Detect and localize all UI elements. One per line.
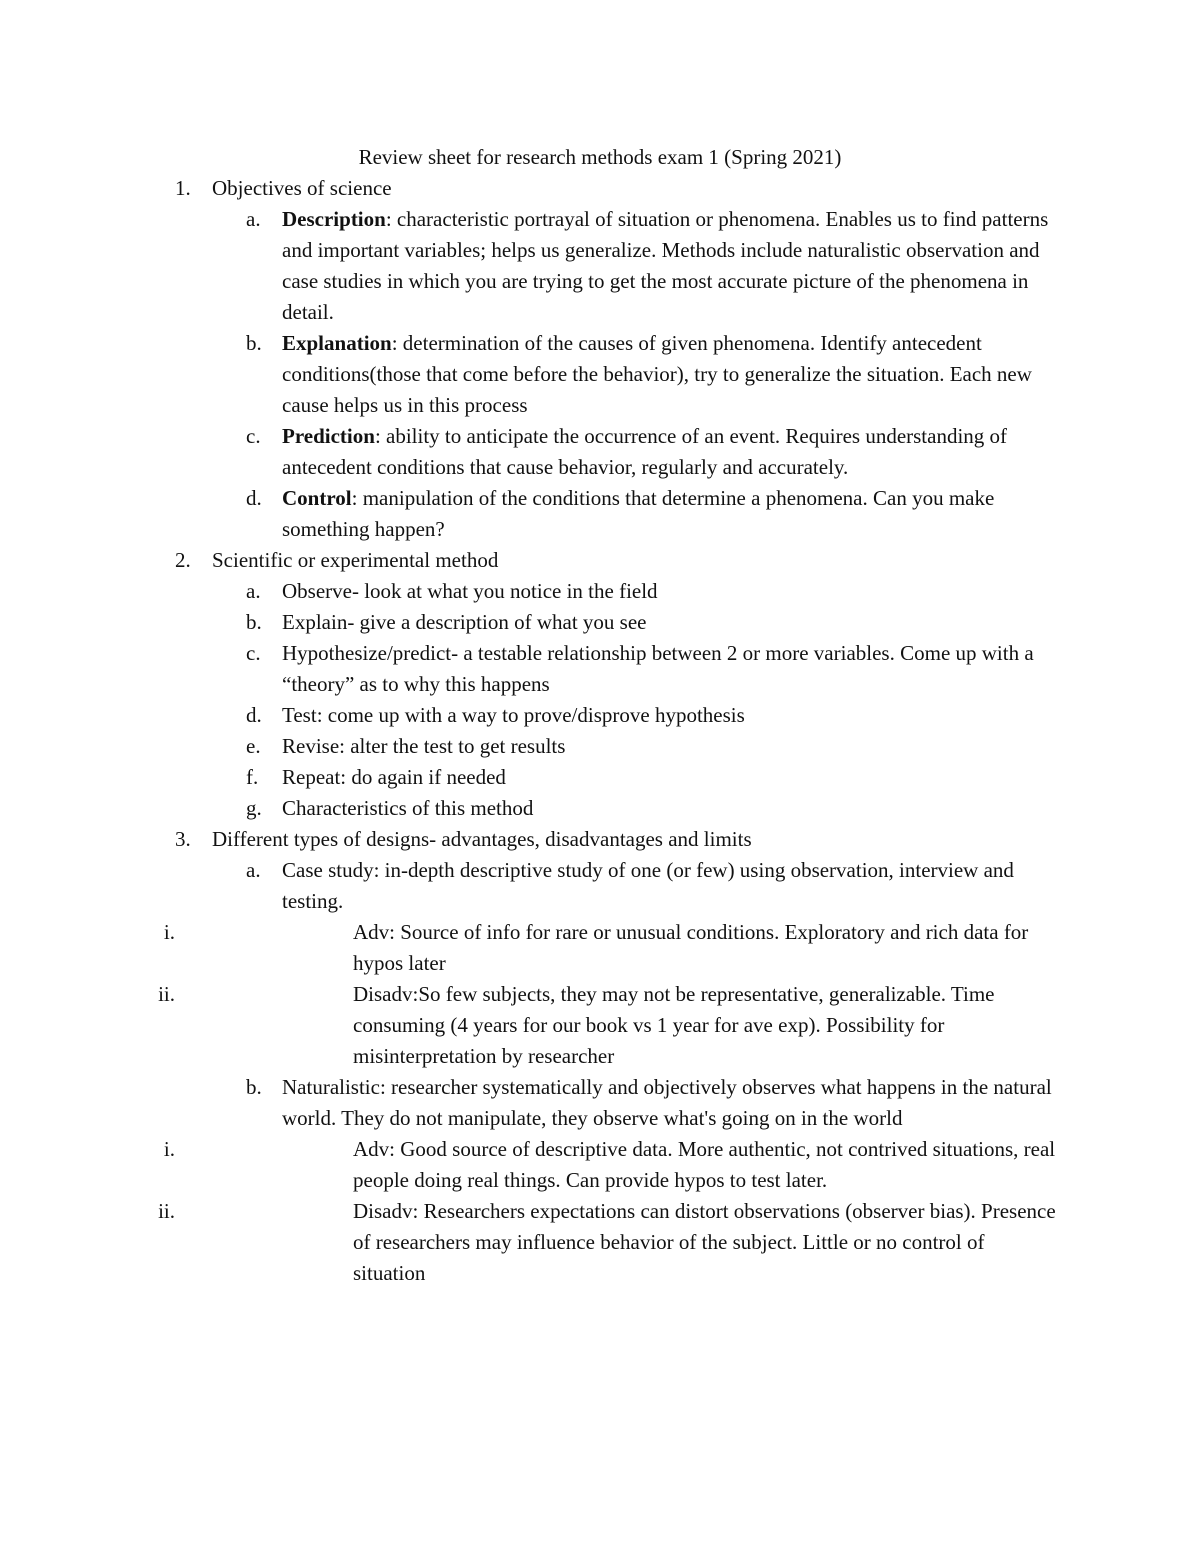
outline-item-level-2 bbox=[0, 731, 1052, 762]
list-marker: d. bbox=[246, 486, 262, 510]
list-marker: 1. bbox=[175, 176, 191, 200]
outline-item-level-2 bbox=[0, 1072, 1052, 1134]
list-marker: c. bbox=[246, 641, 261, 665]
item-text: Adv: Good source of descriptive data. More authentic, not contrived situations, real people doing real things. Can provide hypos to test later. bbox=[353, 1137, 1056, 1192]
list-marker: g. bbox=[246, 796, 262, 820]
list-marker: i. bbox=[163, 920, 175, 944]
outline-list bbox=[0, 173, 1200, 1289]
item-text: Objectives of science bbox=[212, 176, 392, 200]
outline-item-level-3 bbox=[0, 917, 1058, 979]
outline-item-level-2 bbox=[0, 762, 1052, 793]
list-marker: 3. bbox=[175, 827, 191, 851]
list-marker: a. bbox=[246, 207, 261, 231]
outline-item-level-2 bbox=[0, 638, 1052, 700]
item-text: Disadv: Researchers expectations can distort observations (observer bias). Presence of researchers may influence behavior of the subject. Little or no control of situation bbox=[353, 1199, 1056, 1285]
outline-item-level-2 bbox=[0, 793, 1052, 824]
list-marker: b. bbox=[246, 1075, 262, 1099]
outline-item-level-3 bbox=[0, 1134, 1058, 1196]
list-marker: a. bbox=[246, 579, 261, 603]
outline-item-level-1 bbox=[0, 173, 1062, 204]
outline-item-level-1 bbox=[0, 545, 1062, 576]
list-marker: 2. bbox=[175, 548, 191, 572]
term-label: Explanation bbox=[282, 331, 392, 355]
list-marker: ii. bbox=[158, 1199, 175, 1223]
term-label: Control bbox=[282, 486, 352, 510]
item-text: : characteristic portrayal of situation or phenomena. Enables us to find patterns and important variables; helps us generalize. Methods include naturalistic observation and case studies in which you are trying to get the most accurate picture of the phenomena in detail. bbox=[282, 207, 1049, 324]
item-text: : ability to anticipate the occurrence of an event. Requires understanding of antecedent conditions that cause behavior, regularly and accurately. bbox=[282, 424, 1008, 479]
outline-item-level-3 bbox=[0, 1196, 1058, 1289]
item-text: Disadv:So few subjects, they may not be representative, generalizable. Time consuming (4 years for our book vs 1 year for ave exp). Possibility for misinterpretation by researcher bbox=[353, 982, 995, 1068]
list-marker: i. bbox=[163, 1137, 175, 1161]
list-marker: b. bbox=[246, 610, 262, 634]
item-text: : determination of the causes of given phenomena. Identify antecedent conditions(those that come before the behavior), try to generalize the situation. Each new cause helps us in this process bbox=[282, 331, 1032, 417]
outline-item-level-3 bbox=[0, 979, 1058, 1072]
item-text: : manipulation of the conditions that determine a phenomena. Can you make something happen? bbox=[282, 486, 995, 541]
list-marker: a. bbox=[246, 858, 261, 882]
list-marker: e. bbox=[246, 734, 261, 758]
item-text: Scientific or experimental method bbox=[212, 548, 499, 572]
item-text: Revise: alter the test to get results bbox=[282, 734, 566, 758]
outline-item-level-2 bbox=[0, 607, 1052, 638]
item-text: Adv: Source of info for rare or unusual conditions. Exploratory and rich data for hypos later bbox=[353, 920, 1029, 975]
outline-item-level-2 bbox=[0, 576, 1052, 607]
outline-item-level-1 bbox=[0, 824, 1062, 855]
item-text: Characteristics of this method bbox=[282, 796, 534, 820]
item-text: Test: come up with a way to prove/disprove hypothesis bbox=[282, 703, 745, 727]
list-marker: d. bbox=[246, 703, 262, 727]
item-text: Different types of designs- advantages, disadvantages and limits bbox=[212, 827, 752, 851]
list-marker: c. bbox=[246, 424, 261, 448]
item-text: Hypothesize/predict- a testable relationship between 2 or more variables. Come up with a “theory” as to why this happens bbox=[282, 641, 1034, 696]
item-text: Observe- look at what you notice in the field bbox=[282, 579, 658, 603]
item-text: Case study: in-depth descriptive study of one (or few) using observation, interview and testing. bbox=[282, 858, 1014, 913]
outline-item-level-2 bbox=[0, 328, 1052, 421]
outline-item-level-2 bbox=[0, 483, 1052, 545]
list-marker: b. bbox=[246, 331, 262, 355]
outline-item-level-2 bbox=[0, 700, 1052, 731]
list-marker: f. bbox=[246, 765, 259, 789]
outline-item-level-2 bbox=[0, 855, 1052, 917]
item-text: Explain- give a description of what you see bbox=[282, 610, 647, 634]
term-label: Description bbox=[282, 207, 386, 231]
outline-item-level-2 bbox=[0, 421, 1052, 483]
list-marker: ii. bbox=[158, 982, 175, 1006]
document-title: Review sheet for research methods exam 1 (Spring 2021) bbox=[358, 145, 842, 169]
outline-item-level-2 bbox=[0, 204, 1052, 328]
item-text: Naturalistic: researcher systematically and objectively observes what happens in the natural world. They do not manipulate, they observe what's going on in the world bbox=[282, 1075, 1052, 1130]
term-label: Prediction bbox=[282, 424, 375, 448]
item-text: Repeat: do again if needed bbox=[282, 765, 506, 789]
